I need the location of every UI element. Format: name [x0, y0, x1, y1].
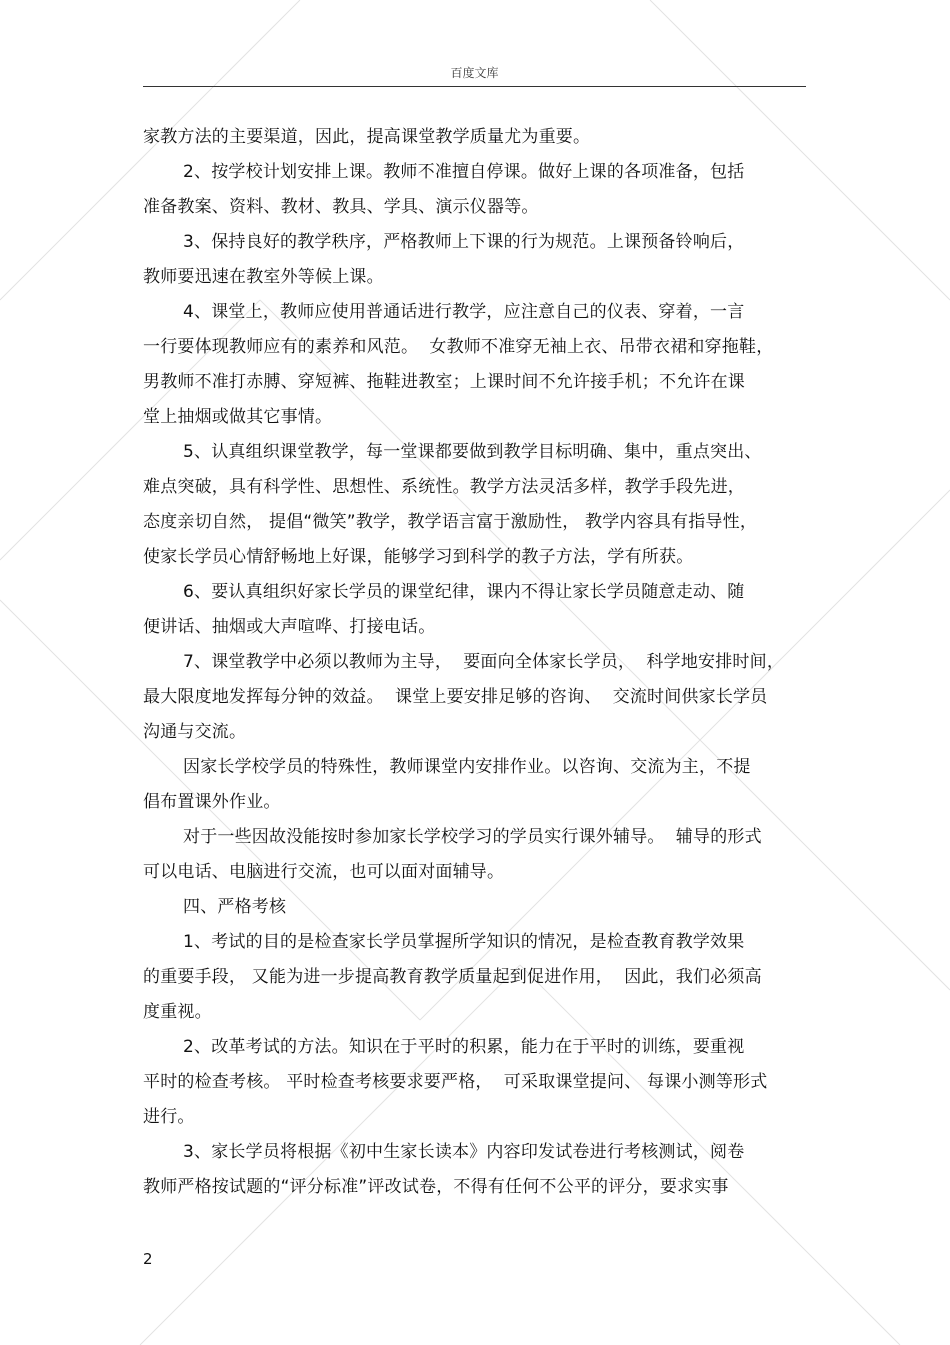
document-body [143, 120, 806, 1205]
text-line: 态度亲切自然， 提倡“微笑”教学，教学语言富于激励性， 教学内容具有指导性， [143, 512, 758, 532]
text-line: 3、家长学员将根据《初中生家长读本》内容印发试卷进行考核测试，阅卷 [183, 1142, 745, 1162]
text-line: 难点突破，具有科学性、思想性、系统性。教学方法灵活多样，教学手段先进， [143, 477, 745, 497]
text-line: 1、考试的目的是检查家长学员掌握所学知识的情况，是检查教育教学效果 [183, 932, 745, 952]
text-line: 一行要体现教师应有的素养和风范。 女教师不准穿无袖上衣、吊带衣裙和穿拖鞋， [143, 337, 774, 357]
text-line: 6、要认真组织好家长学员的课堂纪律，课内不得让家长学员随意走动、随 [183, 582, 745, 602]
text-line: 因家长学校学员的特殊性，教师课堂内安排作业。以咨询、交流为主，不提 [183, 757, 751, 777]
text-line: 准备教案、资料、教材、教具、学具、演示仪器等。 [143, 197, 539, 217]
page-number: 2 [143, 1250, 153, 1268]
text-line: 最大限度地发挥每分钟的效益。 课堂上要安排足够的咨询、 交流时间供家长学员 [143, 687, 768, 707]
text-line: 平时的检查考核。 平时检查考核要求要严格， 可采取课堂提问、 每课小测等形式 [143, 1072, 768, 1092]
text-line: 4、课堂上，教师应使用普通话进行教学，应注意自己的仪表、穿着，一言 [183, 302, 745, 322]
text-line: 堂上抽烟或做其它事情。 [143, 407, 333, 427]
text-line: 便讲话、抽烟或大声喧哗、打接电话。 [143, 617, 436, 637]
text-line: 3、保持良好的教学秩序，严格教师上下课的行为规范。上课预备铃响后， [183, 232, 745, 252]
text-line: 男教师不准打赤膊、穿短裤、拖鞋进教室；上课时间不允许接手机；不允许在课 [143, 372, 745, 392]
text-line: 教师严格按试题的“评分标准”评改试卷，不得有任何不公平的评分，要求实事 [143, 1177, 729, 1197]
text-line: 7、课堂教学中必须以教师为主导， 要面向全体家长学员， 科学地安排时间， [183, 652, 785, 672]
text-line: 使家长学员心情舒畅地上好课，能够学习到科学的教子方法，学有所获。 [143, 547, 694, 567]
text-line: 进行。 [143, 1107, 195, 1127]
text-line: 家教方法的主要渠道，因此，提高课堂教学质量尤为重要。 [143, 127, 591, 147]
text-line: 可以电话、电脑进行交流，也可以面对面辅导。 [143, 862, 505, 882]
text-line: 度重视。 [143, 1002, 212, 1022]
text-line: 2、改革考试的方法。知识在于平时的积累，能力在于平时的训练，要重视 [183, 1037, 745, 1057]
text-line: 教师要迅速在教室外等候上课。 [143, 267, 384, 287]
text-line: 对于一些因故没能按时参加家长学校学习的学员实行课外辅导。 辅导的形式 [183, 827, 762, 847]
header-divider [143, 86, 806, 87]
text-line: 倡布置课外作业。 [143, 792, 281, 812]
text-line: 四、严格考核 [183, 897, 287, 917]
text-line: 2、按学校计划安排上课。教师不准擅自停课。做好上课的各项准备，包括 [183, 162, 745, 182]
text-line: 5、认真组织课堂教学，每一堂课都要做到教学目标明确、集中，重点突出、 [183, 442, 762, 462]
page-header-title: 百度文库 [450, 66, 499, 80]
text-line: 的重要手段， 又能为进一步提高教育教学质量起到促进作用， 因此，我们必须高 [143, 967, 762, 987]
text-line: 沟通与交流。 [143, 722, 247, 742]
